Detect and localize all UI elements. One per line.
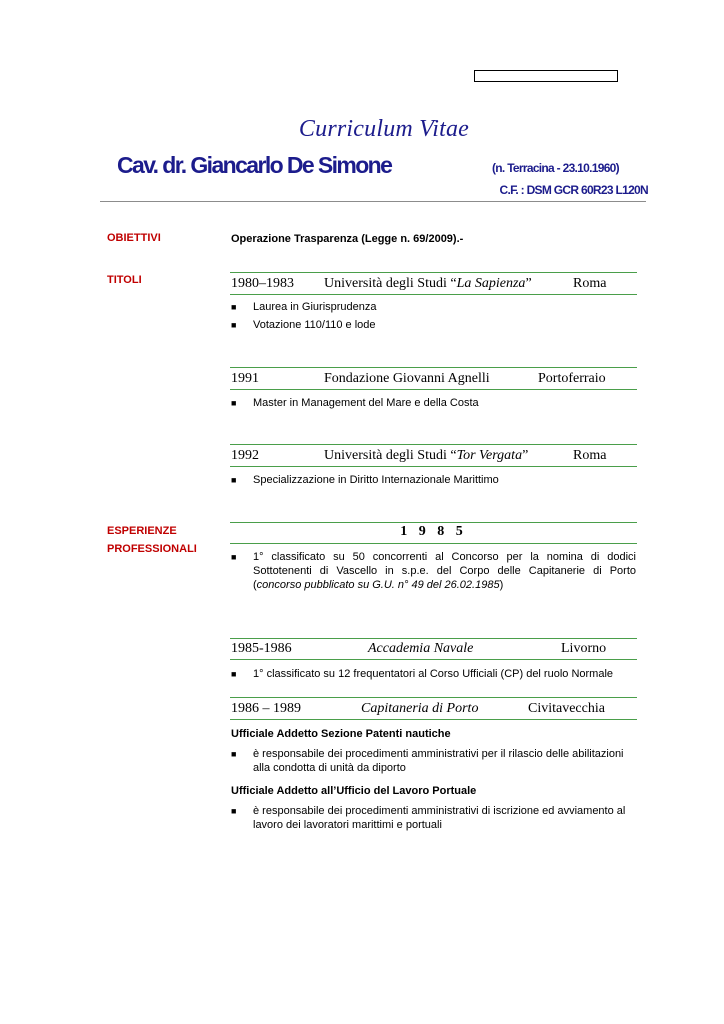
entry-bottom-rule [230,389,637,390]
section-label-titoli: TITOLI [107,274,142,286]
item-1985-text: 1° classificato su 50 concorrenti al Concorso per la nomina di dodici Sottotenenti di Vascello in s.p.e. del Corpo delle Capitanerie di Porto (concorso pubblicato su G.U. n° 49 del 26.02.1985) [253,551,636,591]
square-bullet-icon: ■ [231,806,237,816]
entry-place: Roma [573,276,607,291]
entry-year: 1992 [231,448,259,463]
entry-institution: Fondazione Giovanni Agnelli [324,371,490,386]
list-item: ■ è responsabile dei procedimenti amministrativi per il rilascio delle abilitazioni alla condotta di unità da diporto [231,748,624,774]
square-bullet-icon: ■ [231,475,237,485]
entry-bottom-rule [230,294,637,295]
header-empty-box [474,70,618,82]
role-title: Ufficiale Addetto Sezione Patenti nautiche [231,728,451,740]
entry-year: 1991 [231,371,259,386]
experience-entry-2 [231,701,631,721]
entry-place: Civitavecchia [528,701,605,716]
entry-top-rule [230,522,637,523]
square-bullet-icon: ■ [231,669,237,679]
section-label-esperienze: ESPERIENZE PROFESSIONALI [107,525,197,555]
section-label-obiettivi: OBIETTIVI [107,232,161,244]
header-divider [100,201,646,202]
birth-info: (n. Terracina - 23.10.1960) [492,161,619,175]
entry-bottom-rule [230,466,637,467]
entry-bottom-rule [230,543,637,544]
entry-year: 1985-1986 [231,641,292,656]
list-item: ■ è responsabile dei procedimenti amministrativi di iscrizione ed avviamento al lavoro dei lavoratori marittimi e portuali [231,805,626,831]
document-title: Curriculum Vitae [298,116,469,142]
entry-place: Portoferraio [538,371,606,386]
square-bullet-icon: ■ [231,320,237,330]
entry-institution: Università degli Studi “La Sapienza” [324,276,532,291]
entry-institution: Capitaneria di Porto [361,701,479,716]
entry-place: Livorno [561,641,607,656]
education-entry-2 [231,371,631,391]
education-entry-1 [231,276,631,296]
objective-text: Operazione Trasparenza (Legge n. 69/2009).- [231,233,464,245]
entry-institution: Università degli Studi “Tor Vergata” [324,448,529,463]
square-bullet-icon: ■ [231,749,237,759]
entry-top-rule [230,697,637,698]
entry-year: 1980–1983 [231,276,294,291]
entry-bottom-rule [230,719,637,720]
entry-place: Roma [573,448,607,463]
entry-institution: Accademia Navale [368,641,474,656]
list-item [231,550,636,594]
entry-year: 1986 – 1989 [231,701,301,716]
entry-top-rule [230,444,637,445]
year-heading-1985: 1 9 8 5 [400,524,467,539]
tax-code: C.F. : DSM GCR 60R23 L120N [499,183,648,197]
square-bullet-icon: ■ [231,302,237,312]
square-bullet-icon: ■ [231,552,237,562]
entry-top-rule [230,638,637,639]
role-title: Ufficiale Addetto all’Ufficio del Lavoro Portuale [231,785,477,797]
entry-top-rule [230,367,637,368]
entry-top-rule [230,272,637,273]
square-bullet-icon: ■ [231,398,237,408]
education-entry-3 [231,448,631,468]
entry-bottom-rule [230,659,637,660]
experience-entry-1 [231,641,631,661]
person-name: Cav. dr. Giancarlo De Simone [117,152,392,178]
